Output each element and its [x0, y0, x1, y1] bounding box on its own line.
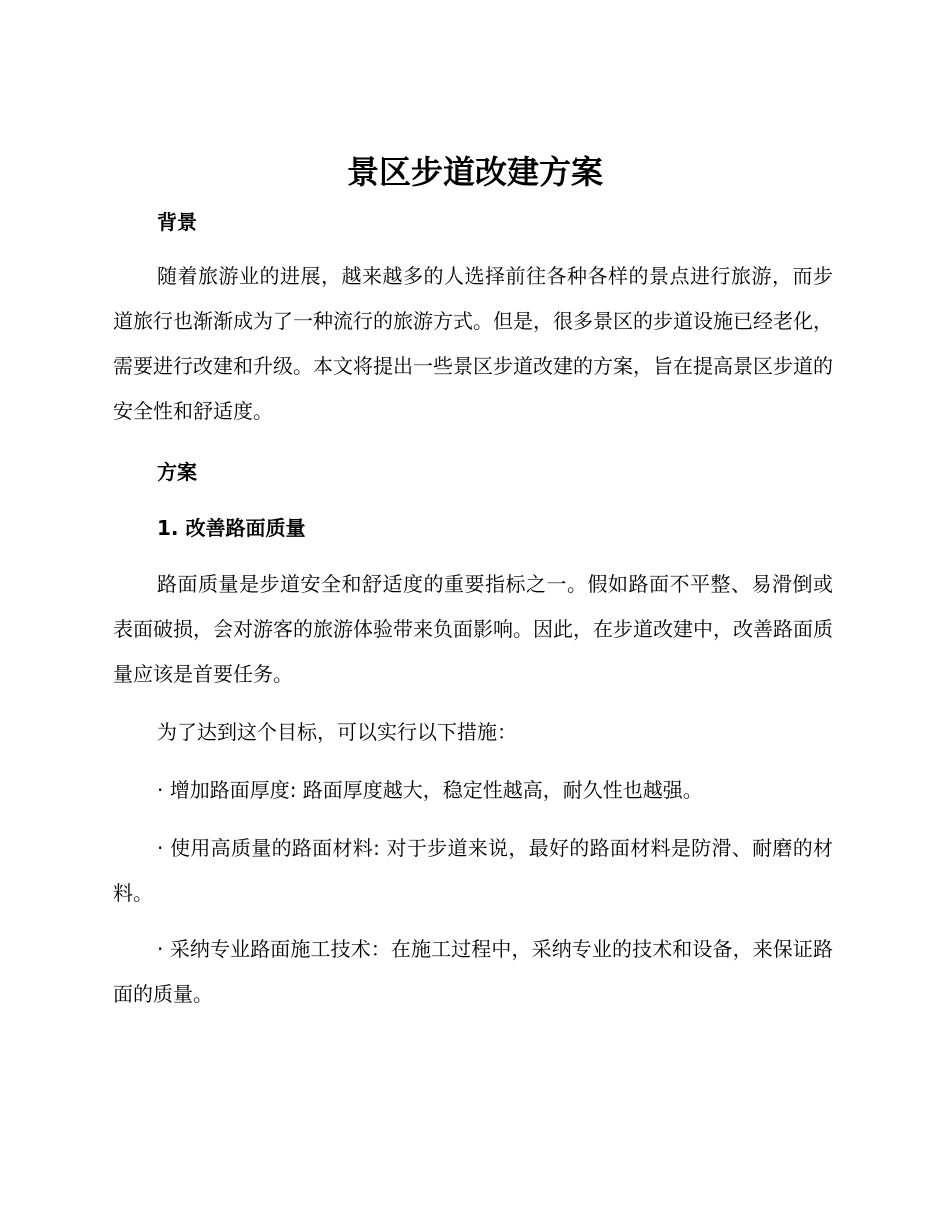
road-quality-paragraph: 路面质量是步道安全和舒适度的重要指标之一。假如路面不平整、易滑倒或表面破损，会对游客的旅游体验带来负面影响。因此，在步道改建中，改善路面质量应该是首要任务。 [113, 572, 833, 686]
bullet-item: · 使用高质量的路面材料: 对于步道来说，最好的路面材料是防滑、耐磨的材料。 [113, 836, 833, 905]
section-heading-plan: 方案 [157, 460, 197, 484]
subheading-road-quality: 1. 改善路面质量 [157, 516, 306, 540]
section-heading-background: 背景 [157, 210, 197, 234]
bullet-item: · 采纳专业路面施工技术：在施工过程中，采纳专业的技术和设备，来保证路面的质量。 [113, 937, 833, 1006]
measures-intro-paragraph: 为了达到这个目标，可以实行以下措施： [157, 720, 517, 744]
background-paragraph: 随着旅游业的进展，越来越多的人选择前往各种各样的景点进行旅游，而步道旅行也渐渐成为了一种流行的旅游方式。但是，很多景区的步道设施已经老化，需要进行改建和升级。本文将提出一些景区步道改建的方案，旨在提高景区步道的安全性和舒适度。 [113, 264, 833, 423]
document-title: 景区步道改建方案 [346, 153, 603, 191]
bullet-item: · 增加路面厚度: 路面厚度越大，稳定性越高，耐久性也越强。 [157, 778, 703, 802]
